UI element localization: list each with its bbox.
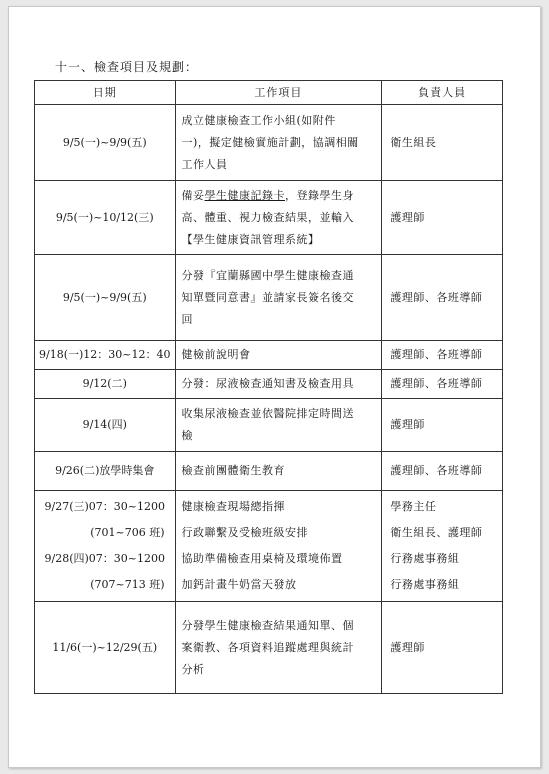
column-header-task: 工作項目	[175, 81, 382, 105]
row-person: 護理師	[382, 181, 503, 255]
person-line: 衛生組長、護理師	[390, 526, 483, 539]
column-header-date: 日期	[35, 81, 176, 105]
date-line: (707~713 班)	[90, 578, 165, 591]
task-line: 一)，擬定健檢實施計劃，協調相關	[181, 135, 359, 149]
task-line: 工作人員	[181, 157, 228, 171]
row-task	[175, 399, 382, 452]
row-person: 護理師	[382, 602, 503, 694]
row-date: 9/26(二)放學時集會	[35, 452, 176, 491]
task-text: 備妥	[181, 188, 205, 202]
student-health-record-card-text: 學生健康記錄卡	[204, 188, 285, 202]
table-header-row	[35, 81, 503, 105]
row-task	[175, 491, 382, 602]
row-date: 9/18(一)12：30~12：40	[35, 341, 176, 370]
date-line: 9/27(三)07：30~1200	[44, 500, 165, 513]
row-task	[175, 602, 382, 694]
table-row	[35, 105, 503, 181]
row-person: 護理師、各班導師	[382, 452, 503, 491]
table-row	[35, 341, 503, 370]
task-line: 加鈣計畫牛奶當天發放	[181, 578, 297, 591]
row-date: 9/5(一)~9/9(五)	[35, 255, 176, 341]
row-task	[175, 255, 382, 341]
task-line	[182, 185, 376, 207]
person-line: 行務處事務組	[390, 552, 460, 565]
table-row	[35, 370, 503, 399]
row-person: 護理師、各班導師	[382, 370, 503, 399]
row-date: 9/14(四)	[35, 399, 176, 452]
task-line: 分發：尿液檢查通知書及檢查用具	[181, 377, 354, 390]
row-date: 11/6(一)~12/29(五)	[35, 602, 176, 694]
table-row	[35, 491, 503, 602]
table-row	[35, 452, 503, 491]
person-line: 學務主任	[390, 500, 437, 513]
task-line: 分析	[181, 662, 205, 676]
row-date: 9/5(一)~9/9(五)	[35, 105, 176, 181]
section-heading: 十一、檢查項目及規劃：	[55, 60, 199, 74]
table-row	[35, 399, 503, 452]
person-line: 行務處事務組	[390, 578, 460, 591]
date-line: (701~706 班)	[90, 526, 165, 539]
row-person	[382, 491, 503, 602]
column-header-person: 負責人員	[382, 81, 503, 105]
row-date: 9/5(一)~10/12(三)	[35, 181, 176, 255]
table-row	[35, 181, 503, 255]
task-line: 收集尿液檢查並依醫院排定時間送	[181, 407, 354, 420]
row-task	[175, 370, 382, 399]
task-line: 成立健康檢查工作小組(如附件	[181, 113, 336, 127]
task-line: 健檢前說明會	[181, 348, 251, 361]
table-row	[35, 255, 503, 341]
task-line: 協助準備檢查用桌椅及環境佈置	[181, 552, 343, 565]
row-date	[35, 491, 176, 602]
task-line: 健康檢查現場總指揮	[181, 500, 285, 513]
row-task	[175, 181, 382, 255]
task-line: 回	[181, 312, 193, 326]
task-line: 分發學生健康檢查結果通知單、個	[181, 618, 354, 632]
task-line: 高、體重、視力檢查結果，並輸入	[181, 210, 354, 224]
row-task	[175, 105, 382, 181]
task-line: 【學生健康資訊管理系統】	[181, 232, 320, 246]
task-line: 行政聯繫及受檢班級安排	[181, 526, 308, 539]
task-line: 檢	[181, 429, 193, 442]
date-line: 9/28(四)07：30~1200	[44, 552, 165, 565]
row-person: 衛生組長	[382, 105, 503, 181]
task-line: 分發『宜蘭縣國中學生健康檢查通	[181, 268, 354, 282]
task-line: 案衛教、各項資料追蹤處理與統計	[181, 640, 354, 654]
row-person: 護理師、各班導師	[382, 341, 503, 370]
task-text: ，登錄學生身	[285, 188, 354, 202]
row-task	[175, 341, 382, 370]
inspection-schedule-table	[34, 80, 503, 694]
row-person: 護理師、各班導師	[382, 255, 503, 341]
row-date: 9/12(二)	[35, 370, 176, 399]
task-line: 知單暨同意書』並請家長簽名後交	[181, 290, 354, 304]
task-line: 檢查前團體衛生教育	[181, 464, 285, 477]
row-task	[175, 452, 382, 491]
table-row	[35, 602, 503, 694]
row-person: 護理師	[382, 399, 503, 452]
